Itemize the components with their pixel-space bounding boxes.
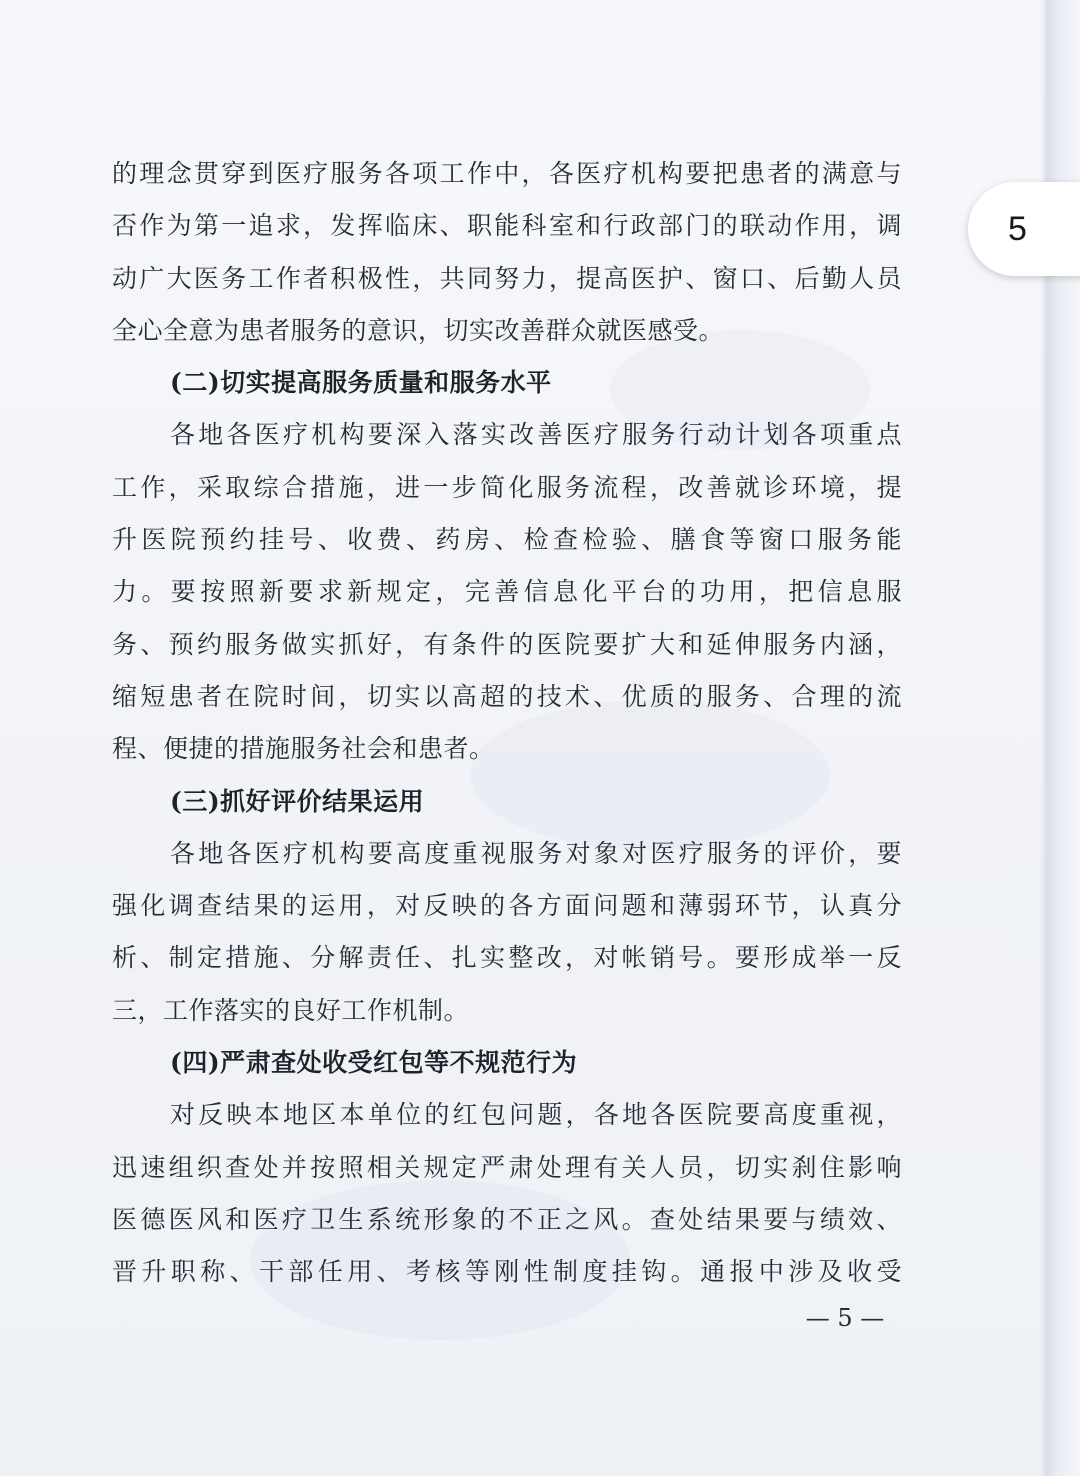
body-text-line: 析、制定措施、分解责任、扎实整改，对帐销号。要形成举一反 xyxy=(112,943,902,973)
body-text-line: 否作为第一追求，发挥临床、职能科室和行政部门的联动作用，调 xyxy=(112,211,902,241)
body-text-line: 力。要按照新要求新规定，完善信息化平台的功用，把信息服 xyxy=(112,577,902,607)
body-text-line: 程、便捷的措施服务社会和患者。 xyxy=(112,734,495,764)
document-body xyxy=(112,148,902,1299)
body-text-line: 全心全意为患者服务的意识，切实改善群众就医感受。 xyxy=(112,315,725,345)
footer-page-number: — 5 — xyxy=(805,1304,885,1332)
body-text-line: 的理念贯穿到医疗服务各项工作中，各医疗机构要把患者的满意与 xyxy=(112,159,902,188)
body-text-line: 各地各医疗机构要深入落实改善医疗服务行动计划各项重点 xyxy=(170,420,902,450)
body-text-line: 对反映本地区本单位的红包问题，各地各医院要高度重视， xyxy=(170,1100,902,1130)
section-heading: (三)抓好评价结果运用 xyxy=(170,786,425,816)
section-heading: (二)切实提高服务质量和服务水平 xyxy=(170,368,552,398)
body-text-line: 缩短患者在院时间，切实以高超的技术、优质的服务、合理的流 xyxy=(112,681,902,711)
body-text-line: 各地各医疗机构要高度重视服务对象对医疗服务的评价，要 xyxy=(170,838,902,868)
body-text-line: 升医院预约挂号、收费、药房、检查检验、膳食等窗口服务能 xyxy=(112,525,902,555)
body-text-line: 务、预约服务做实抓好，有条件的医院要扩大和延伸服务内涵， xyxy=(112,629,902,659)
body-text-line: 强化调查结果的运用，对反映的各方面问题和薄弱环节，认真分 xyxy=(112,891,902,921)
page-indicator[interactable] xyxy=(968,182,1080,276)
body-text-line: 晋升职称、干部任用、考核等刚性制度挂钩。通报中涉及收受 xyxy=(112,1257,902,1287)
body-text-line: 动广大医务工作者积极性，共同努力，提高医护、窗口、后勤人员 xyxy=(112,263,902,293)
body-text-line: 工作，采取综合措施，进一步简化服务流程，改善就诊环境，提 xyxy=(112,472,902,502)
body-text-line: 三，工作落实的良好工作机制。 xyxy=(112,995,470,1025)
body-text-line: 迅速组织查处并按照相关规定严肃处理有关人员，切实刹住影响 xyxy=(112,1152,902,1182)
section-heading: (四)严肃查处收受红包等不规范行为 xyxy=(170,1048,578,1078)
body-text-line: 医德医风和医疗卫生系统形象的不正之风。查处结果要与绩效、 xyxy=(112,1204,902,1234)
page-indicator-label: 5 xyxy=(1008,209,1027,248)
